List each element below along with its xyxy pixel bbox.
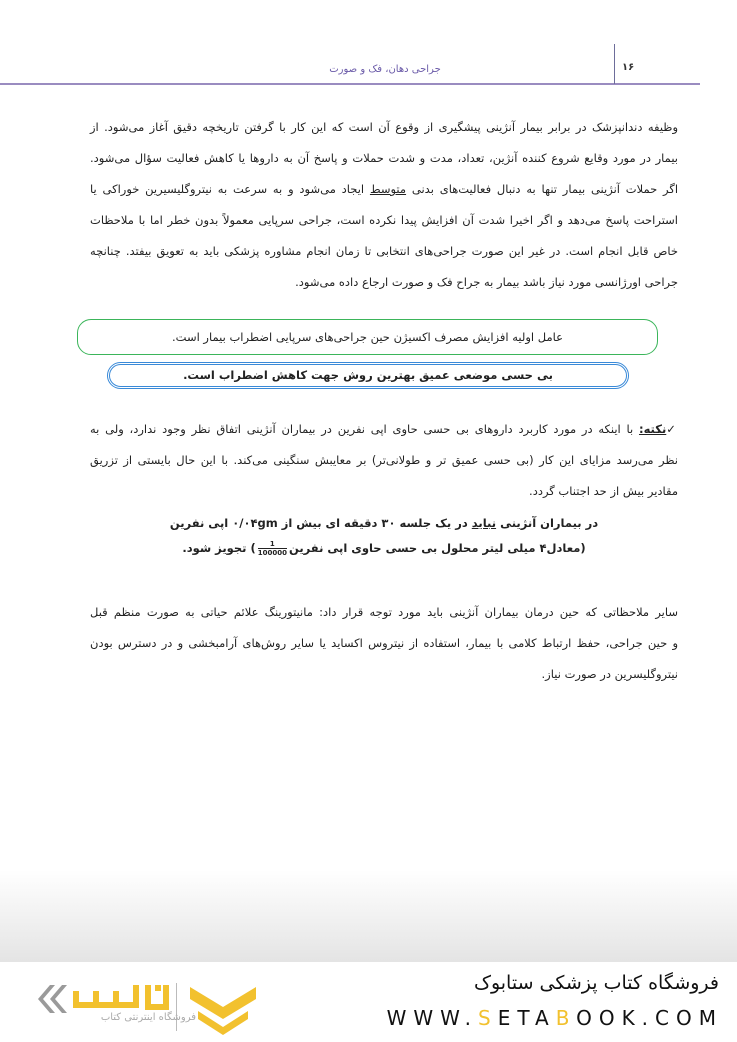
running-header-title: جراحی دهان، فک و صورت — [329, 64, 441, 75]
text-line: و حین جراحی، حفظ ارتباط کلامی با بیمار، استفاده از نیتروس اکساید یا سایر روش‌های آرامبخشی و در دسترس بودن — [90, 636, 678, 650]
paragraph-intro — [90, 112, 678, 298]
text-span: ایجاد می‌شود و به سرعت به نیتروگلیسیرین خوراکی یا — [90, 182, 365, 196]
url-part: S — [478, 1006, 498, 1030]
fraction — [258, 540, 287, 557]
highlight-box-anesthesia: بی حسی موضعی عمیق بهترین روش جهت کاهش اضطراب است. — [107, 362, 629, 389]
text-span: در بیماران آنژینی — [500, 516, 599, 530]
text-line — [90, 414, 678, 445]
text-span: در یک جلسه ۳۰ دقیقه ای بیش از ۰/۰۴gm اپی نفرین — [169, 516, 468, 530]
text-line: وظیفه دندانپزشک در برابر بیمار آنژینی پیشگیری از وقوع آن است که این کار با گرفتن تاریخچه دقیق آغاز می‌شود. از — [90, 120, 678, 134]
fraction-numerator: 1 — [269, 540, 275, 548]
text-line — [90, 174, 678, 205]
url-part: B — [555, 1006, 577, 1030]
text-span: با اینکه در مورد کاربرد داروهای بی حسی حاوی اپی نفرین در بیماران آنژینی اتفاق نظر وجود ندارد، ولی به — [90, 422, 634, 436]
page-number: ۱۶ — [622, 62, 635, 73]
text-span: ) تجویز شود. — [182, 541, 256, 555]
text-line: خاص قابل انجام است. در غیر این صورت جراحی‌های انتخابی تا زمان انجام مشاوره پزشکی باید به تعویق بیفتد. چنانچه — [90, 244, 678, 258]
setabook-emblem-icon — [190, 987, 256, 1035]
text-line: جراحی اورژانسی مورد نیاز باشد بیمار به جراح فک و صورت ارجاع داده می‌شود. — [295, 275, 678, 289]
url-part: WWW. — [386, 1006, 479, 1030]
underlined-word: نباید — [471, 516, 497, 530]
header-rule — [0, 83, 700, 85]
underlined-word: متوسط — [369, 182, 407, 196]
setabook-logo — [28, 977, 288, 1037]
check-icon: ✓ — [666, 422, 679, 436]
url-part: OOK.COM — [576, 1006, 723, 1030]
text-line: نیتروگلیسرین در صورت نیاز. — [541, 667, 678, 681]
paragraph-considerations — [90, 597, 678, 690]
warning-line-1 — [90, 516, 678, 530]
logo-subtitle: فروشگاه اینترنتی کتاب — [100, 1012, 196, 1023]
footer-banner — [0, 962, 737, 1042]
footer-fade — [0, 870, 737, 962]
shop-title: فروشگاه کتاب پزشکی ستابوک — [473, 972, 719, 994]
highlight-box-anxiety: عامل اولیه افزایش مصرف اکسیژن حین جراحی‌های سرپایی اضطراب بیمار است. — [77, 319, 658, 355]
header-divider — [614, 44, 615, 84]
text-line: نظر می‌رسد مزایای این کار (بی حسی عمیق تر و طولانی‌تر) بر معایبش سنگینی می‌کند. با این حال بایستی از تزریق — [90, 453, 678, 467]
text-line: بیمار در مورد وقایع شروع کننده آنژین، تعداد، مدت و شدت حملات و پاسخ آن به داروها یا کاهش فعالیت سؤال می‌شود. — [90, 151, 678, 165]
warning-line-2 — [90, 540, 678, 557]
note-paragraph — [90, 414, 678, 507]
text-span: اگر حملات آنژینی بیمار تنها به دنبال فعالیت‌های بدنی — [411, 182, 679, 196]
note-label: نکته: — [638, 422, 667, 436]
text-line: مقادیر بیش از حد اجتناب گردد. — [529, 484, 678, 498]
text-line: استراحت پاسخ می‌دهد و اگر اخیرا شدت آن افزایش پیدا نکرده است، جراحی سرپایی معمولاً بدون خطر اما با ملاحظات — [90, 213, 678, 227]
text-line: سایر ملاحظاتی که حین درمان بیماران آنژینی باید مورد توجه قرار داد: مانیتورینگ علائم حیاتی به صورت منظم قبل — [90, 605, 678, 619]
text-span: (معادل۴ میلی لیتر محلول بی حسی حاوی اپی نفرین — [288, 541, 586, 555]
url-part: ETA — [497, 1006, 556, 1030]
chevrons-icon — [38, 985, 67, 1013]
fraction-denominator: 100000 — [257, 549, 287, 557]
shop-url[interactable] — [387, 1006, 723, 1030]
